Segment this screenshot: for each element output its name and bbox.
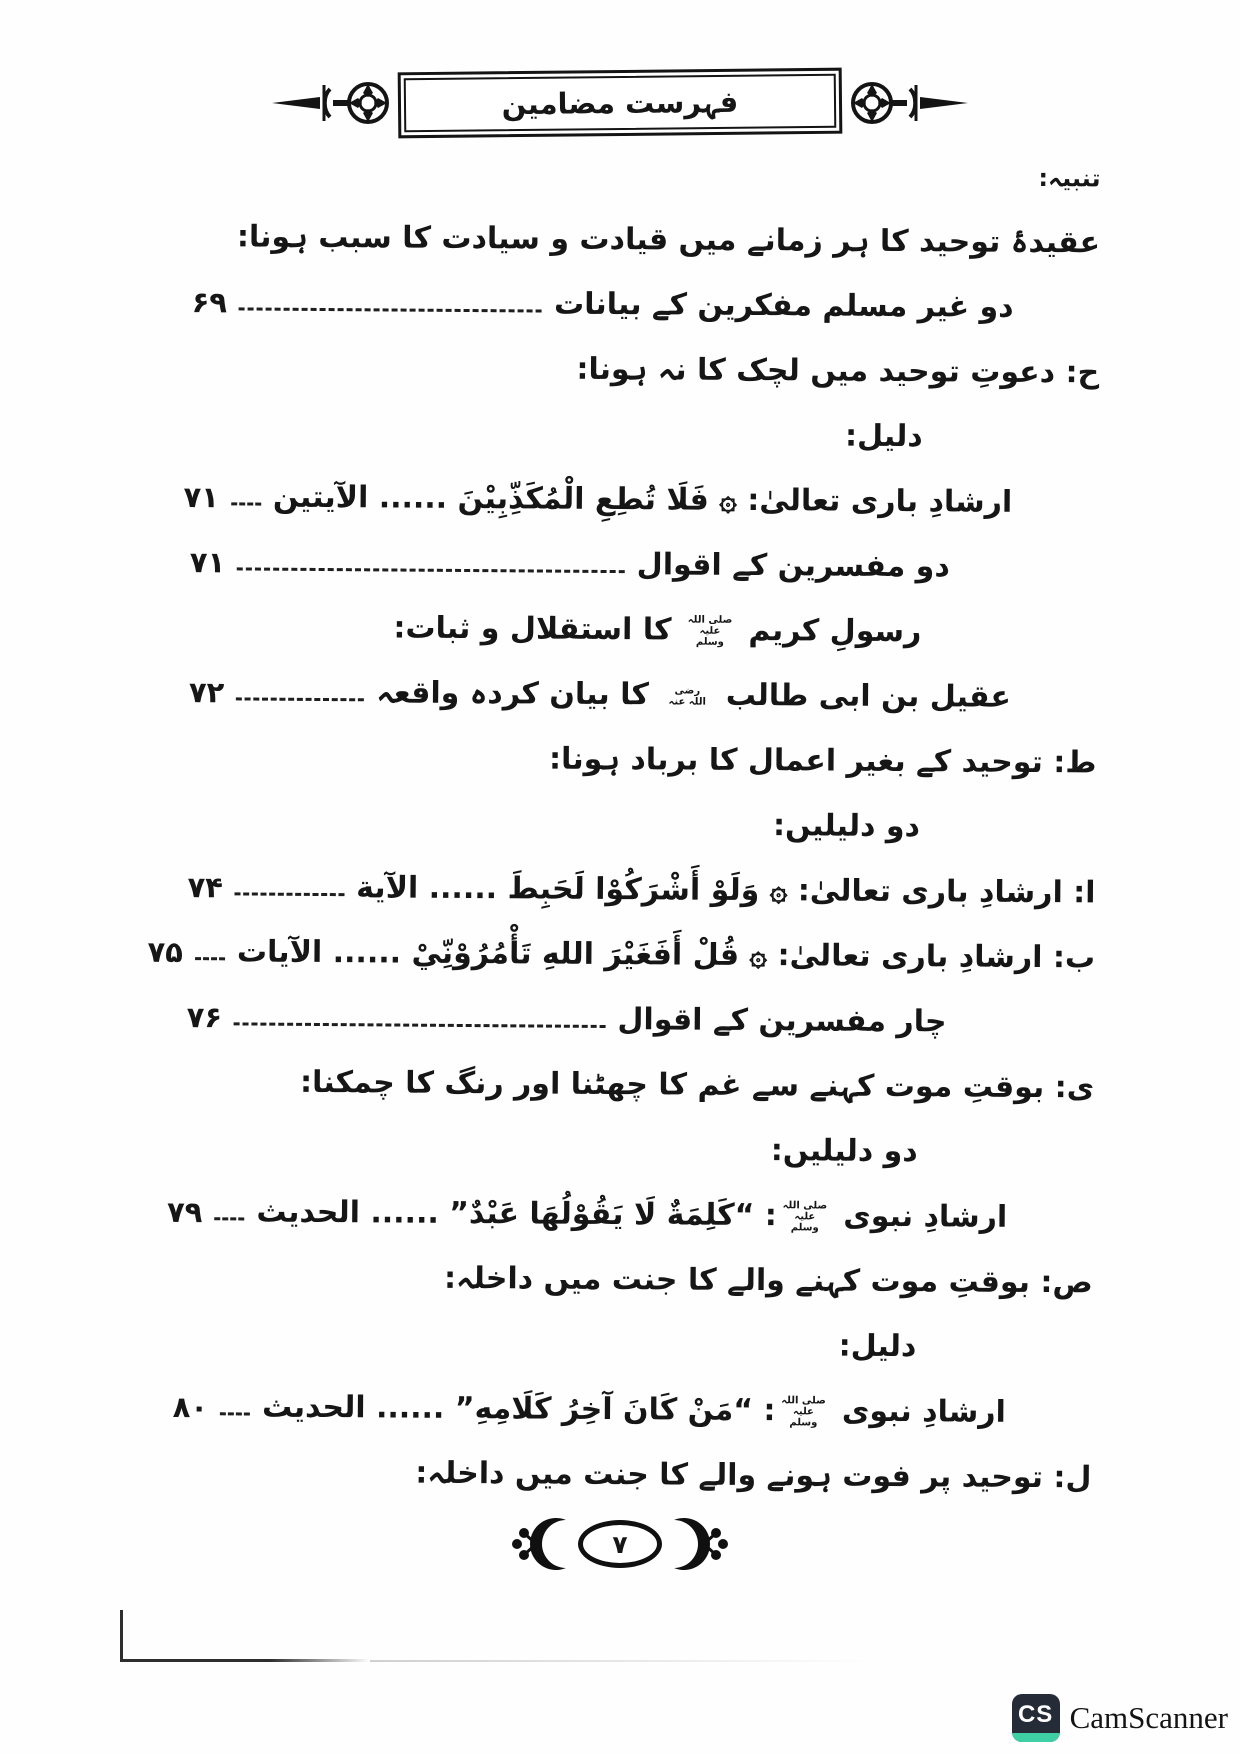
camscanner-logo-icon <box>1012 1694 1060 1742</box>
toc-line-text: عقیل بن ابی طالب رضی اللہ عنہ کا بیان کردہ واقعہ <box>376 675 1012 715</box>
toc-line <box>120 529 1100 601</box>
toc-line-text: ارشادِ باری تعالیٰ: ۞ فَلَا تُطِعِ الْمُكَذِّبِيْنَ ...... الآیتین <box>272 479 1013 520</box>
camscanner-watermark <box>1012 1694 1228 1742</box>
toc-line-text: دو دلیلیں: <box>772 808 921 845</box>
toc-line-text: ارشادِ نبوی صلی اللہ علیہ وسلم: “كَلِمَةٌ لَا يَقُوْلُهَا عَبْدٌ” ...... الحدیث <box>256 1194 1008 1235</box>
toc-line-text: دلیل: <box>844 418 923 455</box>
toc-line-text: ب: ارشادِ باری تعالیٰ: ۞ قُلْ أَفَغَيْرَ اللهِ تَأْمُرُوْنِّيْ ...... الآیات <box>236 934 1096 976</box>
toc-line-text: دلیل: <box>838 1328 917 1365</box>
toc-line <box>121 334 1101 406</box>
toc-line <box>113 1439 1093 1511</box>
toc-line-text: دو غیر مسلم مفکرین کے بیانات <box>553 286 1014 325</box>
page-number: ۷۹ <box>166 1194 203 1229</box>
dotted-leader <box>214 1217 244 1220</box>
footer-page-oval <box>578 1520 662 1568</box>
honorific-stamp: صلی اللہ علیہ وسلم <box>687 614 733 648</box>
header-finial-icon-right <box>842 71 972 135</box>
footer-crescent-icon-left <box>510 1516 576 1572</box>
page-number: ۷۴ <box>187 869 224 904</box>
toc-line <box>115 1244 1095 1316</box>
toc-line <box>121 269 1101 341</box>
toc-line <box>122 204 1102 276</box>
dotted-leader <box>235 892 344 896</box>
toc-line <box>118 724 1098 796</box>
camscanner-label: CamScanner <box>1069 1700 1228 1735</box>
toc-line-text: ص: بوقتِ موت کہنے والے کا جنت میں داخلہ: <box>443 1260 1093 1301</box>
header-finial-icon-left <box>268 71 398 135</box>
scan-corner-artifact <box>120 1610 123 1662</box>
dotted-leader <box>234 1022 605 1028</box>
toc-line <box>114 1374 1094 1446</box>
page-number: ۶۹ <box>191 284 228 319</box>
page-number: ۷۱ <box>189 544 226 579</box>
title-cartouche <box>398 68 843 139</box>
toc-line <box>114 1309 1094 1381</box>
toc-line-text: ل: توحید پر فوت ہونے والے کا جنت میں داخلہ: <box>415 1455 1092 1496</box>
dotted-leader <box>231 502 261 505</box>
honorific-stamp: صلی اللہ علیہ وسلم <box>782 1200 828 1234</box>
page-number: ۷۶ <box>186 999 223 1034</box>
honorific-stamp: صلی اللہ علیہ وسلم <box>781 1395 826 1429</box>
toc-line <box>119 594 1099 666</box>
toc-line-text: تنبیہ: <box>1038 163 1101 192</box>
footer-page-number: ۷ <box>612 1529 628 1559</box>
toc-line <box>115 1179 1095 1251</box>
footer-ornament <box>510 1516 730 1572</box>
toc-line-text: دو مفسرین کے اقوال <box>636 547 950 585</box>
toc-line <box>117 854 1097 926</box>
toc-line <box>121 399 1101 471</box>
toc-list <box>113 139 1103 1511</box>
toc-line-text: ارشادِ نبوی صلی اللہ علیہ وسلم: “مَنْ كَانَ آخِرُ كَلَامِهِ” ...... الحدیث <box>261 1389 1007 1430</box>
toc-line-text: دو دلیلیں: <box>770 1133 918 1170</box>
toc-line <box>116 1049 1096 1121</box>
dotted-leader <box>220 1412 250 1415</box>
footer-crescent-icon-right <box>664 1516 730 1572</box>
page-number: ۷۵ <box>147 934 184 969</box>
dotted-leader <box>239 307 542 312</box>
toc-line-text: ح: دعوتِ توحید میں لچک کا نہ ہونا: <box>576 351 1100 391</box>
dotted-leader <box>236 697 364 701</box>
toc-line-text: عقیدۂ توحید کا ہر زمانے میں قیادت و سیادت کا سبب ہونا: <box>236 219 1101 261</box>
toc-line <box>120 464 1100 536</box>
dotted-leader <box>237 567 625 573</box>
dotted-leader <box>195 957 225 960</box>
toc-line <box>116 984 1096 1056</box>
camscanner-logo-initials: CS <box>1017 1701 1054 1728</box>
honorific-stamp: رضی اللہ عنہ <box>668 684 706 708</box>
toc-line <box>122 139 1102 211</box>
toc-line-text: چار مفسرین کے اقوال <box>617 1002 947 1040</box>
toc-line-text: رسولِ کریم صلی اللہ علیہ وسلم کا استقلال و ثبات: <box>393 610 922 650</box>
page-number: ۸۰ <box>172 1389 209 1424</box>
toc-line <box>116 1114 1096 1186</box>
header-banner <box>268 70 972 136</box>
toc-line-text: ا: ارشادِ باری تعالیٰ: ۞ وَلَوْ أَشْرَكُوْا لَحَبِطَ ...... الآیة <box>356 870 1096 911</box>
toc-line <box>119 659 1099 731</box>
scan-edge-shadow <box>370 1660 870 1662</box>
scan-corner-artifact <box>120 1659 370 1662</box>
page-number: ۷۱ <box>183 479 220 514</box>
toc-line <box>117 919 1097 991</box>
page-number: ۷۲ <box>188 674 225 709</box>
camscanner-logo-teal-bar <box>1012 1733 1060 1742</box>
toc-line-text: ط: توحید کے بغیر اعمال کا برباد ہونا: <box>549 741 1097 781</box>
toc-line-text: ی: بوقتِ موت کہنے سے غم کا چھٹنا اور رنگ کا چمکنا: <box>299 1064 1095 1106</box>
page-title: فہرست مضامین <box>501 84 739 122</box>
toc-line <box>118 789 1098 861</box>
